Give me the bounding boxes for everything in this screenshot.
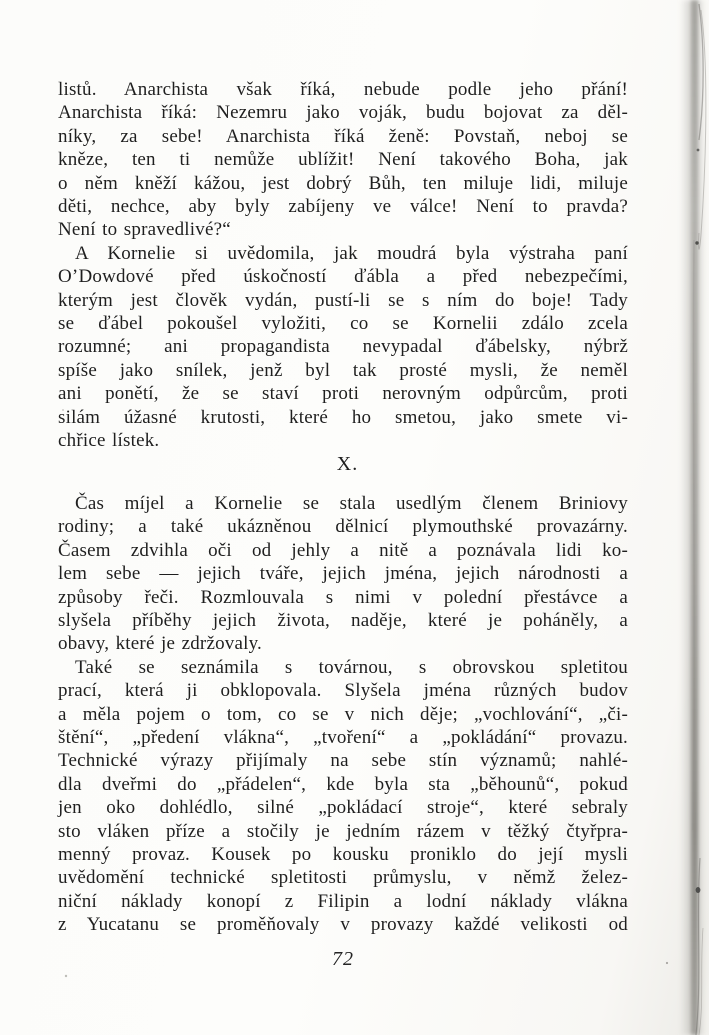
text-line: lem sebe — jejich tváře, jejich jména, jejich národnosti a <box>58 563 628 585</box>
text-line: Není to spravedlivé?“ <box>58 219 231 241</box>
text-line: chřice lístek. <box>58 430 160 452</box>
text-line: O’Dowdové před úskočností ďábla a před nebezpečími, <box>58 266 628 288</box>
text-line: spíše jako snílek, jenž byl tak prosté mysli, že neměl <box>58 359 628 381</box>
text-line: sto vláken příze a stočily je jedním rázem v těžký čtyřpra- <box>58 820 628 842</box>
text-line: A Kornelie si uvědomila, jak moudrá byla výstraha paní <box>75 242 628 264</box>
paragraph-1 <box>58 78 628 242</box>
text-line: rozumné; ani propagandista nevypadal ďábelsky, nýbrž <box>58 336 628 358</box>
text-line: rodiny; a také ukázněnou dělnicí plymouthské provazárny. <box>58 516 628 538</box>
text-line: Anarchista říká: Nezemru jako voják, budu bojovat za děl- <box>58 102 628 124</box>
text-line: děti, nechce, aby byly zabíjeny ve válce! Není to pravda? <box>58 196 628 218</box>
text-line: slyšela příběhy jejich života, naděje, které je poháněly, a <box>58 609 628 631</box>
text-line: z Yucatanu se proměňovaly v provazy každé velikosti od <box>58 914 628 936</box>
text-block <box>58 78 628 937</box>
page-number: 72 <box>332 948 354 970</box>
ink-speck <box>666 962 668 964</box>
text-line: dla dveřmi do „přádelen“, kde byla sta „běhounů“, pokud <box>58 773 628 795</box>
text-line: Také se seznámila s továrnou, s obrovskou spletitou <box>75 656 628 678</box>
text-line: uvědomění technické spletitosti průmyslu, v němž želez- <box>58 867 628 889</box>
text-line: Čas míjel a Kornelie se stala usedlým členem Briniovy <box>75 492 628 514</box>
paragraph-4 <box>58 656 628 937</box>
text-line: kterým jest člověk vydán, pustí-li se s ním do boje! Tady <box>58 289 628 311</box>
text-line: štění“, „předení vlákna“, „tvoření“ a „pokládání“ provazu. <box>58 726 628 748</box>
text-line: Časem zdvihla oči od jehly a nitě a poznávala lidi ko- <box>58 539 628 561</box>
text-line: se ďábel pokoušel vyložiti, co se Kornelii zdálo zcela <box>58 313 628 335</box>
text-line: a měla pojem o tom, co se v nich děje; „vochlování“, „či- <box>58 703 628 725</box>
text-line: jen oko dohlédlo, silné „pokládací stroje“, které sebraly <box>58 797 628 819</box>
text-line: silám úžasné krutosti, které ho smetou, jako smete vi- <box>58 406 628 428</box>
text-line: obavy, které je zdržovaly. <box>58 633 263 655</box>
text-line: Technické výrazy přijímaly na sebe stín významů; nahlé- <box>58 750 628 772</box>
text-line: niční náklady konopí z Filipin a lodní náklady vlákna <box>58 890 628 912</box>
text-line: prací, která ji obklopovala. Slyšela jména různých budov <box>58 680 628 702</box>
ink-speck <box>65 975 67 977</box>
text-line: menný provaz. Kousek po kousku proniklo do její mysli <box>58 844 628 865</box>
text-line: ani ponětí, že se staví proti nerovným odpůrcům, proti <box>58 383 628 405</box>
text-line: níky, za sebe! Anarchista říká ženě: Povstaň, neboj se <box>58 125 628 147</box>
text-line: o něm kněží kážou, jest dobrý Bůh, ten miluje lidi, miluje <box>58 172 628 194</box>
page-edge-shadow-core <box>691 0 698 1035</box>
text-line: způsoby řeči. Rozmlouvala s nimi v polední přestávce a <box>58 586 628 608</box>
text-line: listů. Anarchista však říká, nebude podle jeho přání! <box>58 79 628 100</box>
paragraph-3 <box>58 492 628 656</box>
paragraph-2 <box>58 242 628 453</box>
text-line: kněze, ten ti nemůže ublížit! Není takového Boha, jak <box>58 149 628 171</box>
section-heading: X. <box>336 452 359 475</box>
